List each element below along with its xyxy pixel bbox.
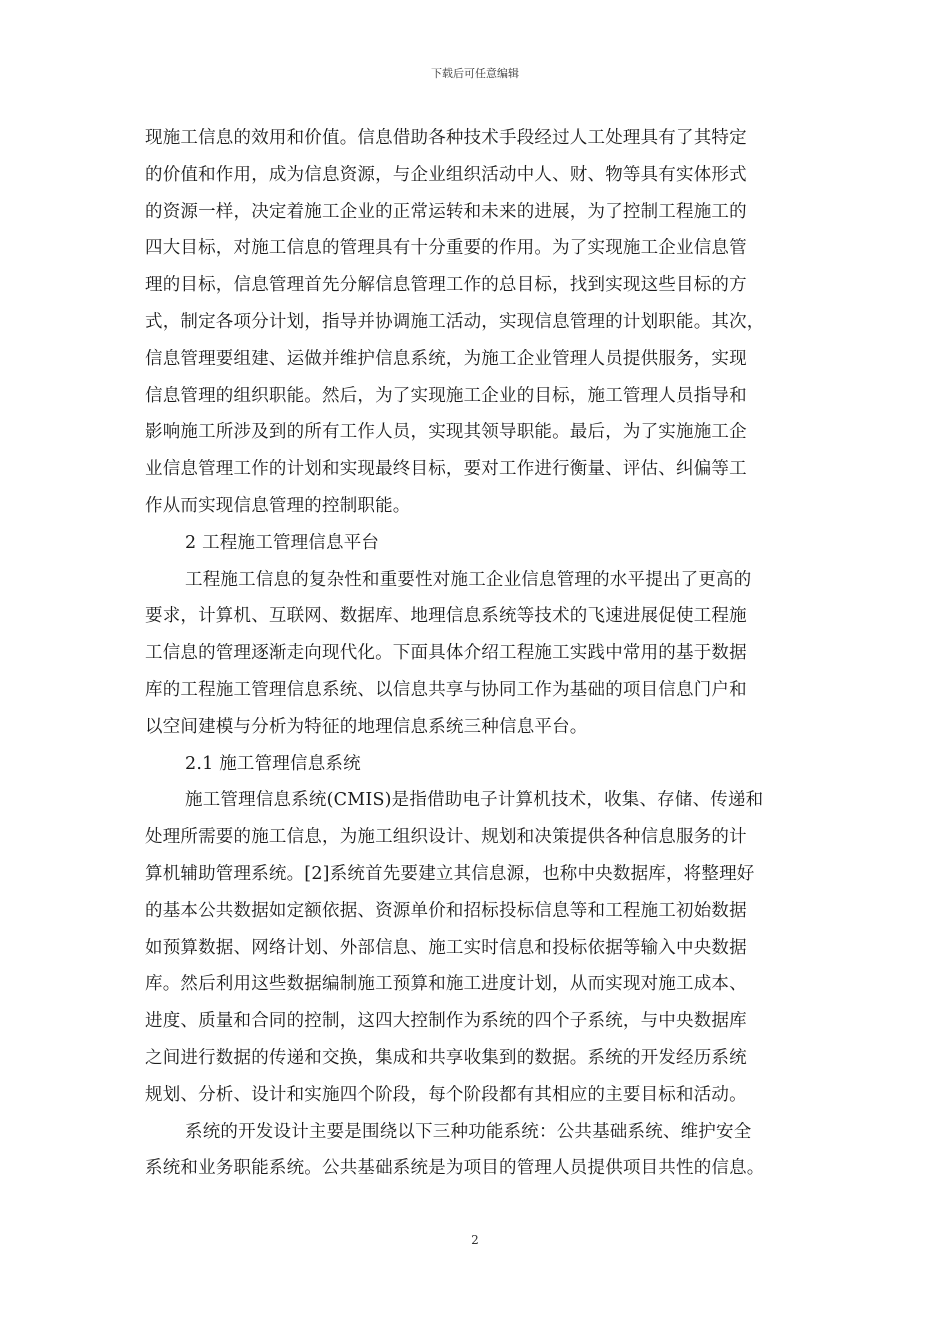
text-line: 如预算数据、网络计划、外部信息、施工实时信息和投标依据等输入中央数据 <box>145 937 747 958</box>
text-line: 库的工程施工管理信息系统、以信息共享与协同工作为基础的项目信息门户和 <box>145 679 747 700</box>
text-line: 的资源一样，决定着施工企业的正常运转和未来的进展，为了控制工程施工的 <box>145 201 747 222</box>
text-line: 要求，计算机、互联网、数据库、地理信息系统等技术的飞速进展促使工程施 <box>145 606 747 627</box>
text-line: 2.1 施工管理信息系统 <box>185 753 361 774</box>
text-line: 的价值和作用，成为信息资源，与企业组织活动中人、财、物等具有实体形式 <box>145 164 747 185</box>
page-number: 2 <box>471 1233 479 1247</box>
text-line: 的基本公共数据如定额依据、资源单价和招标投标信息等和工程施工初始数据 <box>145 900 747 921</box>
text-line: 影响施工所涉及到的所有工作人员，实现其领导职能。最后，为了实施施工企 <box>145 422 747 443</box>
text-line: 之间进行数据的传递和交换，集成和共享收集到的数据。系统的开发经历系统 <box>145 1047 747 1068</box>
text-line: 信息管理要组建、运做并维护信息系统，为施工企业管理人员提供服务，实现 <box>145 348 747 369</box>
text-line: 工程施工信息的复杂性和重要性对施工企业信息管理的水平提出了更高的 <box>185 569 752 590</box>
text-line: 施工管理信息系统(CMIS)是指借助电子计算机技术，收集、存储、传递和 <box>185 790 764 811</box>
text-line: 现施工信息的效用和价值。信息借助各种技术手段经过人工处理具有了其特定 <box>145 128 747 148</box>
text-line: 以空间建模与分析为特征的地理信息系统三种信息平台。 <box>145 716 588 737</box>
text-line: 算机辅助管理系统。[2]系统首先要建立其信息源，也称中央数据库，将整理好 <box>145 863 755 884</box>
text-line: 作从而实现信息管理的控制职能。 <box>145 495 411 516</box>
document-body <box>145 120 813 1187</box>
text-line: 2 工程施工管理信息平台 <box>185 532 380 553</box>
text-line: 四大目标，对施工信息的管理具有十分重要的作用。为了实现施工企业信息管 <box>145 238 747 259</box>
text-line: 系统和业务职能系统。公共基础系统是为项目的管理人员提供项目共性的信息。 <box>145 1158 765 1179</box>
text-line: 库。然后利用这些数据编制施工预算和施工进度计划，从而实现对施工成本、 <box>145 974 747 995</box>
text-line: 进度、质量和合同的控制，这四大控制作为系统的四个子系统，与中央数据库 <box>145 1011 747 1032</box>
text-line: 规划、分析、设计和实施四个阶段，每个阶段都有其相应的主要目标和活动。 <box>145 1084 747 1105</box>
text-line: 式，制定各项分计划，指导并协调施工活动，实现信息管理的计划职能。其次， <box>145 311 765 332</box>
page-header: 下载后可任意编辑 <box>431 67 519 80</box>
text-line: 理的目标，信息管理首先分解信息管理工作的总目标，找到实现这些目标的方 <box>145 275 747 296</box>
text-line: 处理所需要的施工信息，为施工组织设计、规划和决策提供各种信息服务的计 <box>145 827 747 848</box>
text-line: 信息管理的组织职能。然后，为了实现施工企业的目标，施工管理人员指导和 <box>145 385 747 406</box>
text-line: 工信息的管理逐渐走向现代化。下面具体介绍工程施工实践中常用的基于数据 <box>145 643 747 664</box>
text-line: 系统的开发设计主要是围绕以下三种功能系统：公共基础系统、维护安全 <box>185 1121 752 1142</box>
text-line: 业信息管理工作的计划和实现最终目标，要对工作进行衡量、评估、纠偏等工 <box>145 459 747 480</box>
